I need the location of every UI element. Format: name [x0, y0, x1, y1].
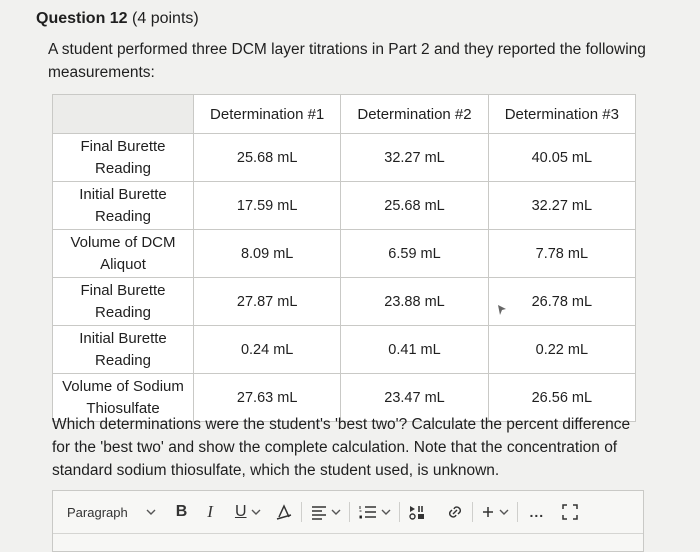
link-button[interactable]	[446, 504, 464, 520]
table-cell: 0.41 mL	[341, 326, 488, 374]
underline-label: U	[234, 503, 247, 520]
measurements-table	[52, 94, 636, 422]
mouse-cursor-icon	[497, 304, 507, 316]
table-row	[53, 134, 636, 182]
media-button[interactable]	[408, 504, 428, 520]
plus-icon	[481, 505, 495, 519]
toolbar-divider	[517, 502, 518, 522]
table-header-row	[53, 95, 636, 134]
row-label: Volume of Sodium Thiosulfate	[53, 374, 194, 422]
table-cell: 32.27 mL	[488, 182, 635, 230]
table-cell: 25.68 mL	[341, 182, 488, 230]
insert-button[interactable]	[481, 505, 509, 519]
toolbar-divider	[472, 502, 473, 522]
table-row	[53, 230, 636, 278]
fullscreen-button[interactable]	[562, 504, 578, 520]
column-header: Determination #3	[488, 95, 635, 134]
toolbar-divider	[349, 502, 350, 522]
table-cell: 23.88 mL	[341, 278, 488, 326]
table-row	[53, 182, 636, 230]
column-header: Determination #2	[341, 95, 488, 134]
chevron-down-icon	[499, 508, 509, 516]
editor-toolbar	[53, 491, 643, 534]
table-cell: 0.24 mL	[194, 326, 341, 374]
row-label: Initial Burette Reading	[53, 182, 194, 230]
table-cell: 32.27 mL	[341, 134, 488, 182]
table-cell: 26.78 mL	[488, 278, 635, 326]
table-cell: 26.56 mL	[488, 374, 635, 422]
expand-icon	[562, 504, 578, 520]
question-title	[36, 10, 199, 28]
underline-button[interactable]	[235, 503, 261, 521]
toolbar-divider	[399, 502, 400, 522]
table-cell: 6.59 mL	[341, 230, 488, 278]
table-cell: 40.05 mL	[488, 134, 635, 182]
table-cell: 27.87 mL	[194, 278, 341, 326]
rich-text-editor[interactable]	[52, 490, 644, 552]
italic-button[interactable]: I	[207, 502, 213, 521]
text-color-button[interactable]	[275, 503, 293, 521]
toolbar-divider	[301, 502, 302, 522]
question-number: Question 12	[36, 10, 128, 27]
block-format-label: Paragraph	[67, 504, 128, 520]
table-cell: 25.68 mL	[194, 134, 341, 182]
chevron-down-icon	[331, 508, 341, 516]
table-cell: 7.78 mL	[488, 230, 635, 278]
row-label: Final Burette Reading	[53, 134, 194, 182]
link-icon	[446, 504, 464, 520]
chevron-down-icon	[251, 508, 261, 516]
align-button[interactable]	[310, 504, 341, 520]
table-row	[53, 326, 636, 374]
column-header: Determination #1	[194, 95, 341, 134]
question-intro: A student performed three DCM layer titrations in Part 2 and they reported the following measurements:	[48, 41, 646, 81]
media-icon	[408, 504, 428, 520]
bold-button[interactable]: B	[175, 503, 188, 520]
ordered-list-icon	[358, 504, 378, 520]
more-options-button[interactable]: ...	[529, 504, 545, 520]
text-color-icon	[275, 503, 293, 521]
row-label: Initial Burette Reading	[53, 326, 194, 374]
row-label: Final Burette Reading	[53, 278, 194, 326]
table-cell: 0.22 mL	[488, 326, 635, 374]
question-prompt: Which determinations were the student's 'best two'? Calculate the percent difference for the 'best two' and show the complete calculation. Note that the concentration of standard sodium thiosulfate, which the student used, is unknown.	[52, 416, 631, 479]
table-corner-cell	[53, 95, 194, 134]
chevron-down-icon	[381, 508, 391, 516]
question-points: (4 points)	[132, 10, 199, 27]
align-left-icon	[310, 504, 328, 520]
block-format-dropdown[interactable]	[67, 505, 156, 520]
table-row	[53, 278, 636, 326]
table-cell: 8.09 mL	[194, 230, 341, 278]
chevron-down-icon	[146, 508, 156, 516]
row-label: Volume of DCM Aliquot	[53, 230, 194, 278]
table-cell: 23.47 mL	[341, 374, 488, 422]
table-cell: 27.63 mL	[194, 374, 341, 422]
list-button[interactable]	[358, 504, 391, 520]
table-cell: 17.59 mL	[194, 182, 341, 230]
